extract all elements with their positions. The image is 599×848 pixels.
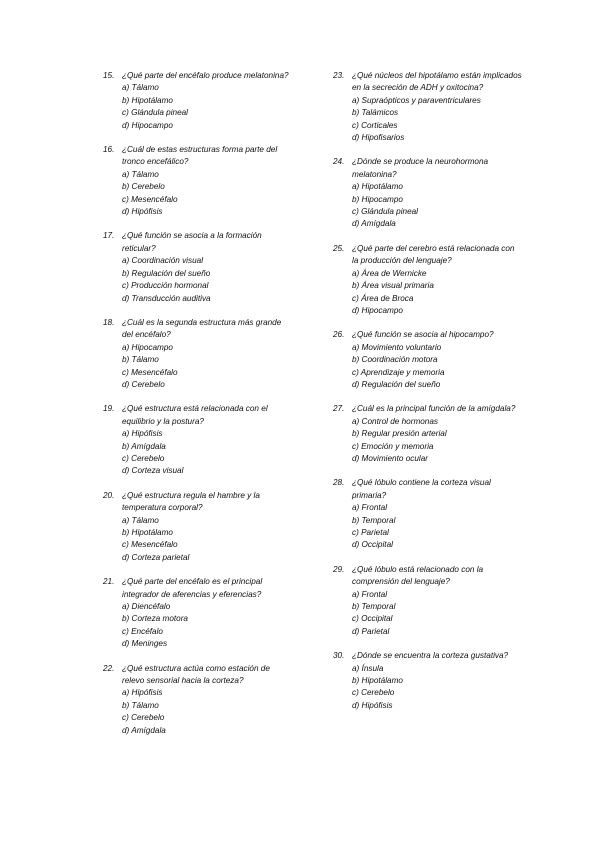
answer-option: c) Mesencéfalo	[122, 367, 178, 377]
answer-options	[352, 181, 523, 231]
answer-option: a) Frontal	[352, 503, 388, 513]
answer-option: a) Hipotálamo	[352, 182, 403, 192]
answer-option: c) Corticales	[352, 120, 398, 130]
answer-options	[352, 663, 523, 713]
question-item	[103, 490, 293, 564]
question-text: ¿Dónde se produce la neurohormona melatonina?	[352, 157, 489, 179]
question-item	[103, 230, 293, 304]
answer-option: b) Hipotálamo	[122, 528, 173, 537]
answer-options	[352, 502, 523, 552]
answer-option: a) Diencéfalo	[122, 602, 171, 612]
answer-option: d) Regulación del sueño	[352, 379, 441, 389]
answer-options	[122, 169, 293, 219]
question-text: ¿Qué estructura actúa como estación de relevo sensorial hacia la corteza?	[122, 663, 270, 686]
answer-option: a) Hipocampo	[122, 342, 173, 352]
answer-options	[352, 589, 523, 639]
question-item	[333, 564, 523, 638]
answer-option: b) Amígdala	[122, 441, 166, 451]
answer-option: d) Cerebelo	[122, 379, 165, 389]
answer-option: d) Hipófisis	[352, 700, 393, 710]
answer-option: a) Control de hormonas	[352, 416, 439, 426]
answer-option: d) Hipofisarios	[352, 133, 405, 143]
answer-option: b) Coordinación motora	[352, 355, 438, 365]
answer-option: a) Hipófisis	[122, 429, 163, 439]
answer-option: b) Hipotálamo	[352, 676, 403, 686]
answer-option: c) Cerebelo	[122, 453, 165, 463]
question-item	[103, 403, 293, 477]
question-item	[333, 477, 523, 551]
answer-option: c) Mesencéfalo	[122, 540, 178, 550]
answer-option: c) Emoción y memoria	[352, 441, 434, 451]
question-text: ¿Qué estructura está relacionada con el equilibrio y la postura?	[122, 404, 268, 426]
answer-option: d) Hipocampo	[122, 120, 173, 130]
question-item	[103, 317, 293, 391]
question-text: ¿Qué núcleos del hipotálamo están implicados en la secreción de ADH y oxitocina?	[352, 71, 522, 93]
question-item	[103, 576, 293, 650]
question-number: 16.	[103, 145, 115, 155]
question-text: ¿Qué lóbulo contiene la corteza visual primaria?	[352, 478, 491, 500]
answer-option: c) Aprendizaje y memoria	[352, 367, 445, 377]
answer-option: a) Hipófisis	[122, 688, 163, 698]
question-number: 24.	[333, 157, 345, 167]
question-number: 17.	[103, 231, 115, 241]
question-item	[103, 144, 293, 218]
answer-option: d) Parietal	[352, 626, 390, 636]
answer-option: d) Amígdala	[352, 219, 396, 229]
question-number: 22.	[103, 663, 115, 673]
answer-option: d) Corteza parietal	[122, 552, 190, 562]
answer-option: a) Frontal	[352, 589, 388, 599]
question-number: 20.	[103, 490, 115, 500]
question-text: ¿Cuál de estas estructuras forma parte del tronco encefálico?	[122, 145, 278, 167]
answer-option: a) Movimiento voluntario	[352, 342, 442, 352]
question-item	[333, 156, 523, 230]
answer-option: a) Tálamo	[122, 515, 159, 525]
question-item	[333, 650, 523, 712]
answer-option: c) Encéfalo	[122, 626, 163, 636]
answer-option: c) Parietal	[352, 528, 389, 537]
answer-option: c) Área de Broca	[352, 293, 414, 303]
answer-option: b) Tálamo	[122, 700, 159, 710]
answer-options	[352, 416, 523, 466]
question-item	[333, 243, 523, 317]
answer-option: c) Occipital	[352, 614, 393, 624]
answer-option: b) Hipotálamo	[122, 95, 173, 105]
answer-options	[122, 601, 293, 651]
answer-option: b) Regular presión arterial	[352, 429, 447, 439]
answer-options	[352, 268, 523, 318]
answer-option: b) Hipocampo	[352, 194, 403, 204]
answer-option: c) Producción hormonal	[122, 281, 209, 291]
answer-options	[352, 342, 523, 392]
right-question-column	[333, 70, 523, 724]
answer-option: b) Temporal	[352, 515, 396, 525]
answer-option: d) Corteza visual	[122, 466, 184, 476]
answer-option: a) Área de Wernicke	[352, 268, 427, 278]
answer-option: c) Glándula pineal	[122, 108, 188, 118]
left-question-column	[103, 70, 293, 749]
answer-option: d) Movimiento ocular	[352, 453, 428, 463]
answer-option: b) Talámicos	[352, 108, 399, 118]
question-text: ¿Cuál es la principal función de la amígdala?	[352, 404, 516, 414]
question-number: 18.	[103, 317, 115, 327]
question-number: 29.	[333, 564, 345, 574]
answer-option: b) Área visual primaria	[352, 281, 434, 291]
answer-option: a) Tálamo	[122, 83, 159, 93]
answer-options	[352, 95, 523, 145]
question-text: ¿Cuál es la segunda estructura más grande del encéfalo?	[122, 317, 282, 340]
answer-option: b) Tálamo	[122, 355, 159, 365]
question-item	[333, 329, 523, 391]
question-text: ¿Qué estructura regula el hambre y la temperatura corporal?	[122, 490, 260, 513]
answer-option: d) Meninges	[122, 639, 168, 649]
answer-option: c) Mesencéfalo	[122, 194, 178, 204]
answer-options	[122, 428, 293, 478]
question-text: ¿Qué parte del cerebro está relacionada con la producción del lenguaje?	[352, 243, 515, 266]
question-number: 23.	[333, 71, 345, 80]
answer-option: b) Temporal	[352, 602, 396, 612]
answer-option: b) Cerebelo	[122, 182, 165, 192]
question-number: 15.	[103, 71, 115, 80]
question-number: 21.	[103, 577, 115, 587]
answer-option: a) Ínsula	[352, 663, 384, 673]
answer-option: d) Hipocampo	[352, 305, 403, 315]
answer-option: c) Cerebelo	[352, 688, 395, 698]
answer-option: c) Glándula pineal	[352, 207, 418, 217]
question-item	[333, 70, 523, 144]
question-item	[333, 403, 523, 465]
question-number: 19.	[103, 404, 115, 414]
answer-options	[122, 687, 293, 737]
answer-option: a) Tálamo	[122, 169, 159, 179]
answer-options	[122, 342, 293, 392]
answer-options	[122, 515, 293, 565]
answer-option: d) Occipital	[352, 540, 393, 550]
question-number: 27.	[333, 404, 345, 414]
question-number: 25.	[333, 243, 345, 253]
answer-option: d) Hipófisis	[122, 207, 163, 217]
question-number: 30.	[333, 651, 345, 661]
answer-option: b) Corteza motora	[122, 614, 188, 624]
question-text: ¿Qué función se asocia al hipocampo?	[352, 330, 494, 340]
question-text: ¿Qué parte del encéfalo produce melatonina?	[122, 71, 289, 80]
answer-option: b) Regulación del sueño	[122, 268, 211, 278]
answer-option: a) Supraópticos y paraventriculares	[352, 95, 481, 105]
question-item	[103, 70, 293, 132]
answer-options	[122, 255, 293, 305]
answer-option: a) Coordinación visual	[122, 256, 204, 266]
question-text: ¿Qué lóbulo está relacionado con la comprensión del lenguaje?	[352, 564, 484, 587]
question-text: ¿Qué parte del encéfalo es el principal integrador de aferencias y eferencias?	[122, 577, 263, 599]
answer-option: c) Cerebelo	[122, 713, 165, 723]
answer-option: d) Transducción auditiva	[122, 293, 211, 303]
answer-option: d) Amígdala	[122, 725, 166, 735]
question-number: 26.	[333, 330, 345, 340]
question-item	[103, 663, 293, 737]
question-text: ¿Dónde se encuentra la corteza gustativa?	[352, 651, 509, 661]
answer-options	[122, 82, 293, 132]
question-text: ¿Qué función se asocia a la formación reticular?	[122, 231, 262, 253]
question-number: 28.	[333, 478, 345, 488]
